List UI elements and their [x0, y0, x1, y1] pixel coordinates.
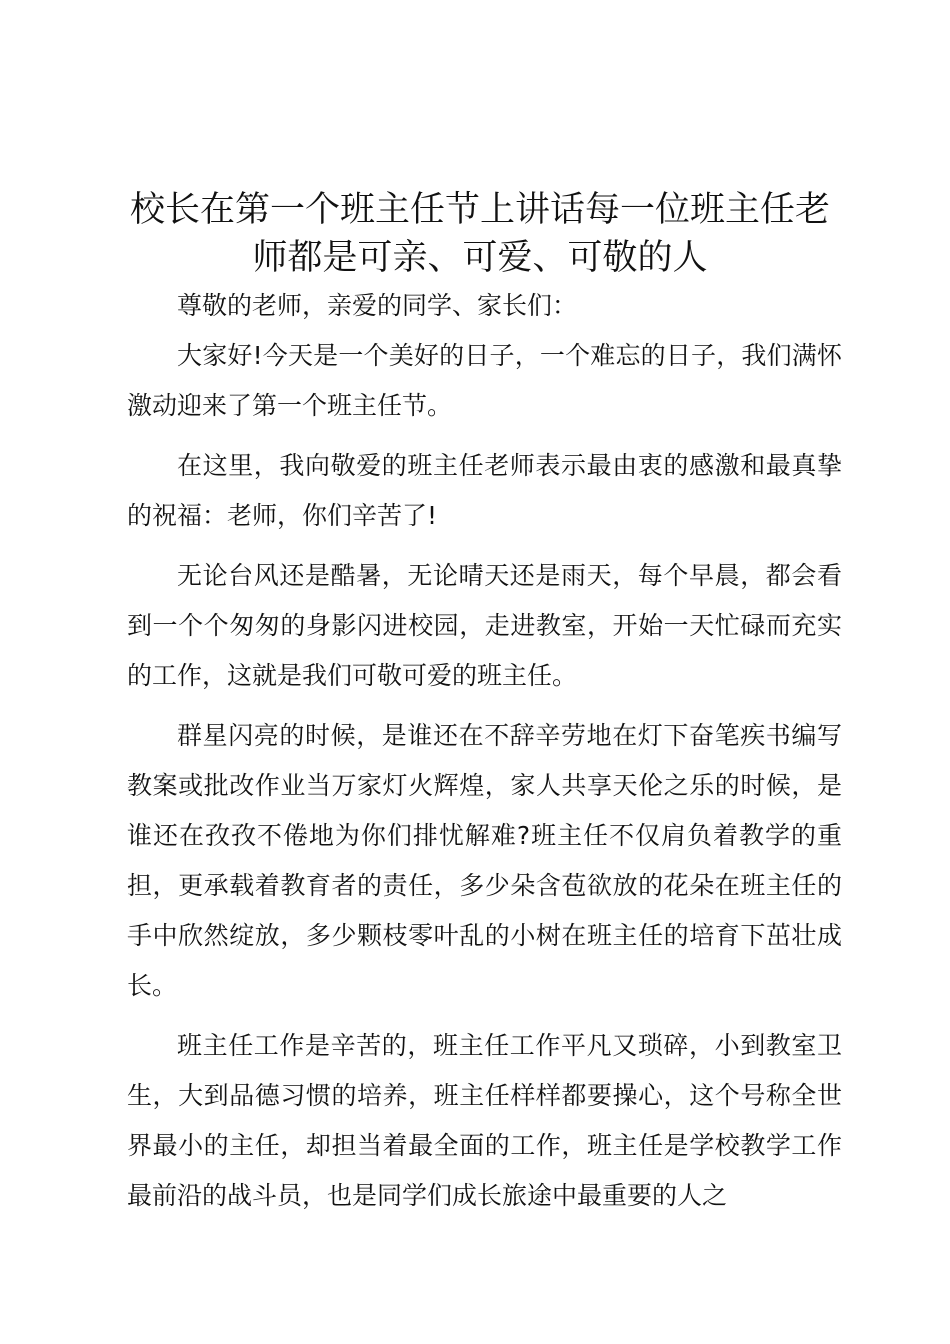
greeting-paragraph: 尊敬的老师，亲爱的同学、家长们： — [177, 291, 578, 320]
title-line-1: 校长在第一个班主任节上讲话每一位班主任老 — [129, 190, 830, 230]
body-paragraph: 无论台风还是酷暑，无论晴天还是雨天，每个早晨，都会看到一个个匆匆的身影闪进校园，走进教室，开始一天忙碌而充实的工作，这就是我们可敬可爱的班主任。 — [127, 561, 842, 690]
body-paragraph: 群星闪亮的时候，是谁还在不辞辛劳地在灯下奋笔疾书编写教案或批改作业当万家灯火辉煌，家人共享天伦之乐的时候，是谁还在孜孜不倦地为你们排忧解难?班主任不仅肩负着教学的重担，更承载着教育者的责任，多少朵含苞欲放的花朵在班主任的手中欣然绽放，多少颗枝零叶乱的小树在班主任的培育下茁壮成长。 — [127, 721, 842, 1000]
document-title — [110, 186, 850, 282]
title-line-2: 师都是可亲、可爱、可敬的人 — [252, 238, 708, 278]
body-paragraph: 班主任工作是辛苦的，班主任工作平凡又琐碎，小到教室卫生，大到品德习惯的培养，班主任样样都要操心，这个号称全世界最小的主任，却担当着最全面的工作，班主任是学校教学工作最前沿的战斗员，也是同学们成长旅途中最重要的人之 — [127, 1031, 842, 1210]
body-paragraph: 在这里，我向敬爱的班主任老师表示最由衷的感激和最真挚的祝福：老师，你们辛苦了! — [127, 451, 842, 530]
document-body — [127, 281, 842, 1231]
body-paragraph: 大家好!今天是一个美好的日子，一个难忘的日子，我们满怀激动迎来了第一个班主任节。 — [127, 341, 842, 420]
